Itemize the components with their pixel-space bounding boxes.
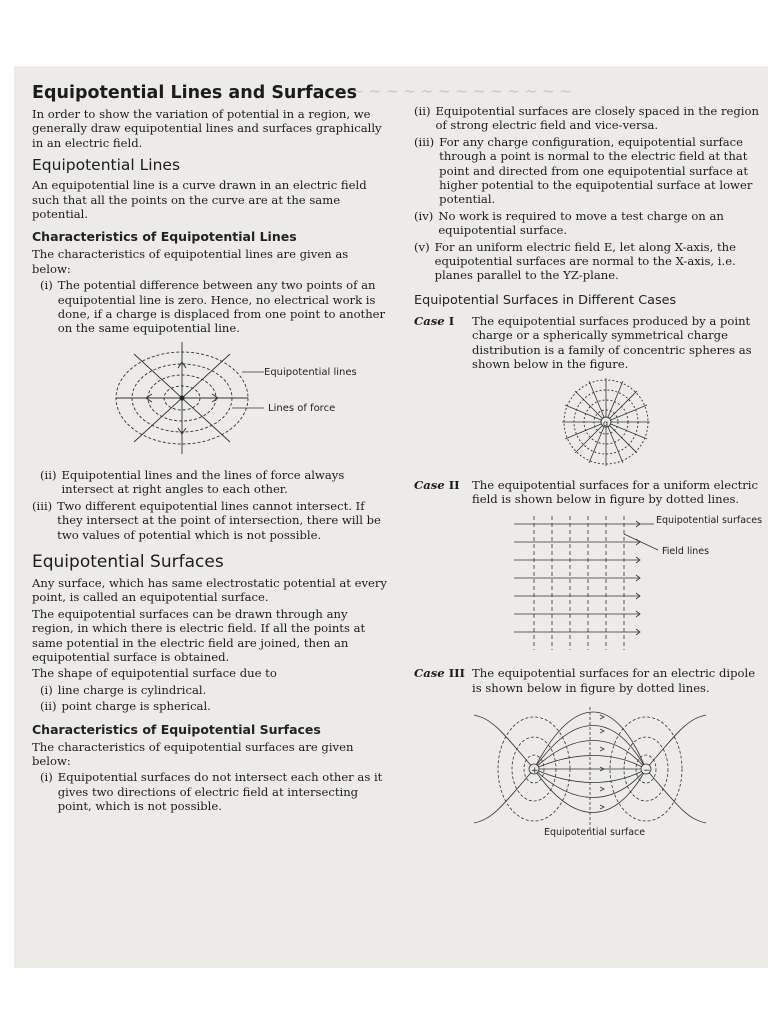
right-column — [414, 102, 768, 839]
label-equipotential-surface: Equipotential surface — [544, 827, 646, 839]
surfaces-paragraph-3: The shape of equipotential surface due to — [32, 666, 277, 681]
equipotential-lines-figure — [32, 338, 390, 464]
textbook-page — [14, 66, 768, 968]
left-column — [32, 66, 390, 816]
bleed-through-text: ~ ~ ~ ~ ~ ~ ~ ~ ~ ~ ~ ~ ~ ~ — [334, 82, 572, 100]
list-item: (ii) Equipotential surfaces are closely spaced in the region of strong electric field and vice-versa. — [414, 104, 759, 133]
dipole-figure — [414, 699, 768, 839]
uniform-field-figure — [414, 510, 768, 660]
label-equipotential-surfaces: Equipotential surfaces — [656, 515, 763, 527]
list-item: (ii) Equipotential lines and the lines of force always intersect at right angles to each other. — [40, 467, 345, 497]
char-surfaces-heading: Characteristics of Equipotential Surfaces — [32, 721, 321, 737]
case-1: Case I The equipotential surfaces produced by a point charge or a spherically symmetrical charge distribution is a family of concentric spheres as shown below in the figure. — [414, 313, 752, 372]
equipotential-line-definition: An equipotential line is a curve drawn in an electric field such that all the points on the curve are at the same potential. — [32, 178, 367, 222]
list-item: (i) The potential difference between any two points of an equipotential line is zero. Hence, no electrical work is done, if a charge is displaced from one point to another on the same equipotential line. — [40, 278, 386, 336]
surfaces-paragraph-1: Any surface, which has same electrostatic potential at every point, is called an equipotential surface. — [32, 575, 387, 605]
label-equipotential-lines: Equipotential lines — [264, 366, 357, 378]
negative-charge-symbol: − — [643, 766, 651, 777]
label-field-lines: Field lines — [662, 546, 710, 558]
list-item: (i) line charge is cylindrical. — [40, 682, 207, 697]
char-lines-heading: Characteristics of Equipotential Lines — [32, 229, 297, 245]
list-item: (v) For an uniform electric field E, let along X-axis, the equipotential surfaces are normal to the X-axis, i.e. planes parallel to the YZ-plane. — [414, 239, 736, 283]
list-item: (iii) For any charge configuration, equipotential surface through a point is normal to the electric field at that point and directed from one equipotential surface at higher potential to the equipotential surface at lower potential. — [414, 134, 753, 207]
positive-charge-symbol: + — [531, 766, 539, 777]
case-3: Case III The equipotential surfaces for an electric dipole is shown below in figure by dotted lines. — [414, 666, 756, 695]
label-lines-of-force: Lines of force — [268, 402, 336, 414]
list-item: (iii) Two different equipotential lines cannot intersect. If they intersect at the point of intersection, there will be two values of potential which is not possible. — [32, 498, 381, 542]
intro-paragraph: In order to show the variation of potential in a region, we generally draw equipotential lines and surfaces graphically in an electric field. — [32, 107, 382, 150]
equipotential-surfaces-heading: Equipotential Surfaces — [32, 551, 224, 572]
char-lines-intro: The characteristics of equipotential lines are given as below: — [32, 247, 349, 276]
list-item: (i) Equipotential surfaces do not intersect each other as it gives two directions of electric field at intersecting point, which is not possible. — [40, 770, 383, 814]
case-2: Case II The equipotential surfaces for a uniform electric field is shown below in figure by dotted lines. — [414, 477, 758, 506]
list-item: (ii) point charge is spherical. — [40, 699, 211, 714]
cases-heading: Equipotential Surfaces in Different Cases — [414, 292, 677, 308]
surfaces-paragraph-2: The equipotential surfaces can be drawn through any region, in which there is electric field. If all the points at same potential in the electric field are joined, then an equipotential surface is obtained. — [32, 606, 366, 664]
page-title: Equipotential Lines and Surfaces — [32, 83, 358, 103]
point-charge-figure — [414, 376, 768, 472]
char-surfaces-intro: The characteristics of equipotential surfaces are given below: — [32, 739, 354, 768]
list-item: (iv) No work is required to move a test charge on an equipotential surface. — [414, 208, 724, 238]
point-charge-symbol: q — [603, 418, 609, 428]
equipotential-lines-heading: Equipotential Lines — [32, 156, 181, 175]
